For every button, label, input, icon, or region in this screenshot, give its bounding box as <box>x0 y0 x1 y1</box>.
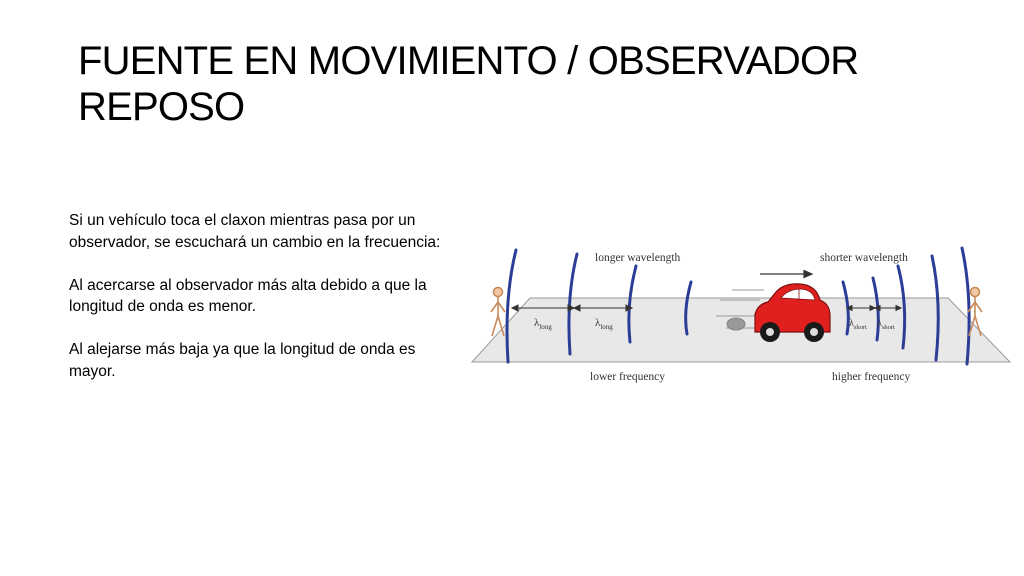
exhaust-puff <box>727 318 745 330</box>
paragraph-receding: Al alejarse más baja ya que la longitud de onda es mayor. <box>69 341 416 380</box>
doppler-diagram <box>470 236 1012 396</box>
label-shorter-wavelength: shorter wavelength <box>820 252 908 264</box>
paragraph-intro: Si un vehículo toca el claxon mientras pasa por un observador, se escuchará un cambio en la frecuencia: <box>69 212 441 251</box>
slide-title: FUENTE EN MOVIMIENTO / OBSERVADOR REPOSO <box>78 39 859 129</box>
lambda-long-label-2: $\lambda_{long}$ <box>595 317 613 331</box>
body-text <box>69 210 441 404</box>
label-higher-frequency: higher frequency <box>832 371 911 383</box>
lambda-long-label-1: $\lambda_{long}$ <box>534 317 552 331</box>
lambda-short-label-2: $\lambda_{short}$ <box>877 318 895 331</box>
label-longer-wavelength: longer wavelength <box>595 252 681 264</box>
paragraph-approaching: Al acercarse al observador más alta debido a que la longitud de onda es menor. <box>69 276 427 315</box>
motion-arrow <box>760 271 812 278</box>
label-lower-frequency: lower frequency <box>590 371 666 383</box>
lambda-short-label-1: $\lambda_{short}$ <box>849 318 867 331</box>
